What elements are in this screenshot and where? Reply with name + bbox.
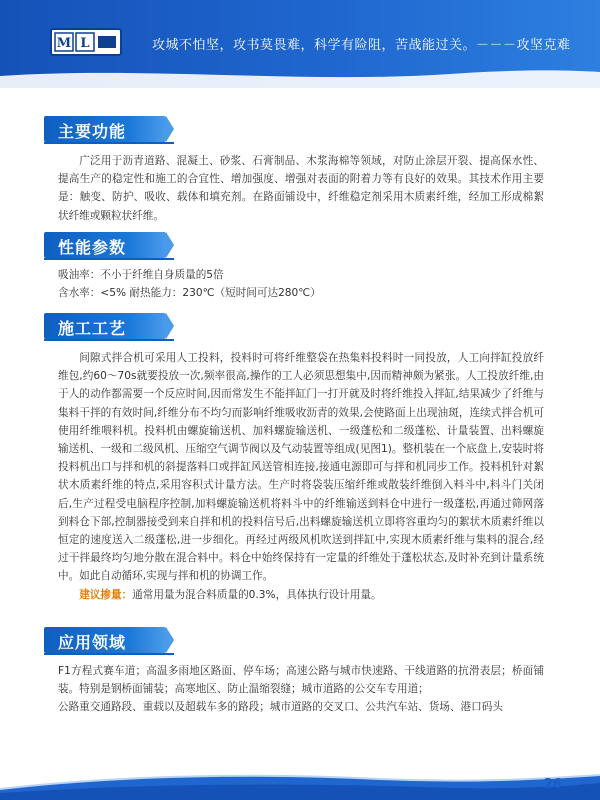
header-slogan: 攻城不怕坚，攻书莫畏难，科学有险阻，苦战能过关。－－－攻坚克难 bbox=[152, 38, 571, 53]
params-paragraph bbox=[58, 266, 544, 302]
application-line-1: F1方程式赛车道；高温多雨地区路面、停车场；高速公路与城市快速路、干线道路的抗滑表层；桥面铺装。特别是钢桥面铺装；高寒地区、防止温缩裂缝；城市道路的公交车专用道； bbox=[58, 665, 544, 696]
svg-text:L: L bbox=[80, 36, 90, 51]
section-title-application bbox=[44, 627, 166, 653]
section-title-process bbox=[44, 313, 166, 339]
section-title-functions bbox=[44, 116, 166, 142]
brand-logo bbox=[50, 28, 122, 56]
section-title-text: 主要功能 bbox=[58, 122, 127, 141]
process-text: 间隙式拌合机可采用人工投料，投料时可将纤维整袋在热集料投料时一同投放，人工向拌缸投放纤维包,约60～70s就要投放一次,频率很高,操作的工人必须思想集中,因而精神颇为紧张。人工投放纤维,由于人的动作都需要一个反应时间,因而常发生不能拌缸门一打开就及时将纤维投入拌缸,结果减少了纤维与集料干拌的有效时间,纤维分布不均匀而影响纤维吸收沥青的效果,会使路面上出现油斑，连续式拌合机可使用纤维喂料机。投料机由螺旋输送机、加料螺旋输送机、一级蓬松和二级蓬松、计量装置、出料螺旋输送机、一级和二级风机、压缩空气调节阀以及气动装置等组成(见图1)。整机装在一个底盘上,安装时将投料机出口与拌和机的斜提落料口或拌缸风送管相连接,接通电源即可与拌和机同步工作。投料机针对絮状木质素纤维的特点,采用容积式计量方法。生产时将袋装压缩纤维或散装纤维倒入料斗中,料斗门关闭后,生产过程受电脑程序控制,加料螺旋输送机将料斗中的纤维输送到料仓中进行一级蓬松,再通过筛网落到料仓下部,控制器接受到来自拌和机的投料信号后,出料螺旋输送机立即将容重均匀的絮状木质素纤维以恒定的速度送入二级蓬松,进一步细化。再经过两级风机吹送到拌缸中,实现木质素纤维与集料的混合,经过干拌最终均匀地分散在混合料中。料仓中始终保持有一定量的纤维处于蓬松状态,及时补充到计量系统中。如此自动循环,实现与拌和机的协调工作。 bbox=[58, 352, 544, 583]
params-line-2: 含水率：<5% 耐热能力：230℃（短时间可达280℃） bbox=[58, 287, 321, 300]
section-title-text: 施工工艺 bbox=[58, 319, 127, 338]
tip-label: 建议掺量： bbox=[79, 588, 133, 601]
params-line-1: 吸油率：不小于纤维自身质量的5倍 bbox=[58, 269, 224, 281]
section-underline bbox=[44, 653, 174, 655]
footer-wave-decoration bbox=[0, 765, 600, 800]
section-title-text: 性能参数 bbox=[58, 238, 127, 257]
header-wave-decoration bbox=[0, 66, 600, 88]
page-number: 26 bbox=[543, 777, 562, 792]
section-underline bbox=[44, 142, 174, 144]
page-header bbox=[0, 0, 600, 88]
functions-paragraph bbox=[58, 152, 544, 225]
functions-text: 广泛用于沥青道路、混凝土、砂浆、石膏制品、木浆海棉等领域，对防止涂层开裂、提高保水性、提高生产的稳定性和施工的合宜性、增加强度、增强对表面的附着力等有良好的效果。其技术作用主要是：触变、防护、吸收、载体和填充剂。在路面铺设中，纤维稳定剂采用木质素纤维，经加工形成棉絮状纤维或颗粒状纤维。 bbox=[58, 155, 544, 222]
svg-text:M: M bbox=[56, 36, 72, 51]
process-paragraph bbox=[58, 349, 544, 604]
process-tip bbox=[58, 586, 544, 604]
section-underline bbox=[44, 258, 174, 260]
application-line-2: 公路重交通路段、重载以及超载车多的路段；城市道路的交叉口、公共汽车站、货场、港口码头 bbox=[58, 701, 503, 714]
section-title-params bbox=[44, 232, 166, 258]
section-title-text: 应用领域 bbox=[58, 633, 127, 652]
section-underline bbox=[44, 339, 174, 341]
tip-text: 通常用量为混合料质量的0.3%，具体执行设计用量。 bbox=[132, 588, 382, 601]
application-paragraph bbox=[58, 662, 544, 717]
